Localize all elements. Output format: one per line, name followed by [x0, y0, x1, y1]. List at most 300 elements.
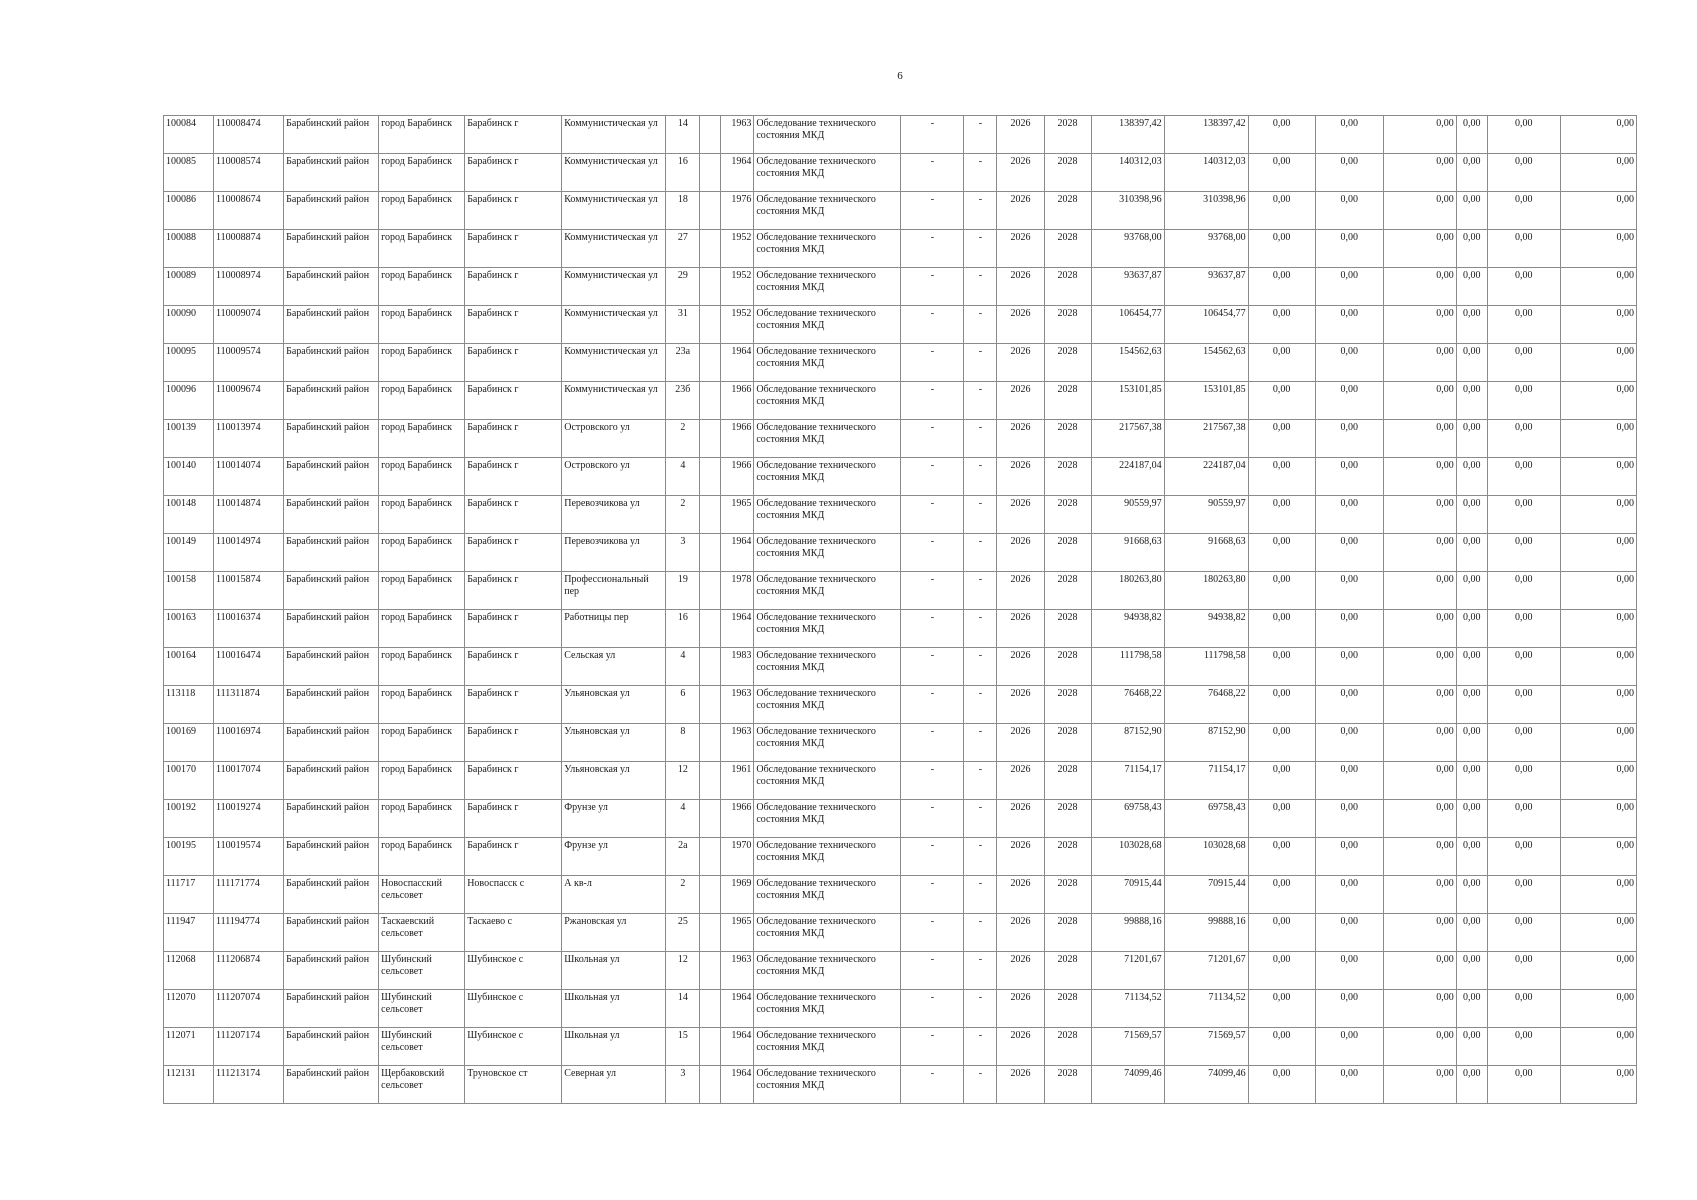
cell-municipality: город Барабинск [379, 496, 465, 534]
cell-cost-start: - [901, 496, 964, 534]
cell-subsidy-local: 0,00 [1383, 724, 1456, 762]
cell-street: Коммунистическая ул [562, 306, 666, 344]
cell-owner-funds: 0,00 [1487, 686, 1560, 724]
cell-street: Сельская ул [562, 648, 666, 686]
cell-work-type: Обследование технического состояния МКД [754, 230, 901, 268]
cell-municipality: город Барабинск [379, 838, 465, 876]
cell-other-funds: 0,00 [1560, 648, 1636, 686]
cell-work-type: Обследование технического состояния МКД [754, 534, 901, 572]
cell-building [700, 154, 721, 192]
cell-subsidy-regional: 0,00 [1315, 952, 1383, 990]
cell-owner-funds: 0,00 [1487, 762, 1560, 800]
cell-year-start: 2026 [997, 344, 1044, 382]
cell-subsidy-regional: 0,00 [1315, 382, 1383, 420]
cell-subsidy-federal: 0,00 [1248, 914, 1315, 952]
cell-object-id: 100095 [164, 344, 214, 382]
cell-district: Барабинский район [284, 990, 379, 1028]
cell-owner-funds: 0,00 [1487, 534, 1560, 572]
cell-total-cost: 71154,17 [1091, 762, 1164, 800]
cell-house-number: 31 [666, 306, 700, 344]
cell-building [700, 686, 721, 724]
table-row [164, 230, 1637, 268]
cell-work-type: Обследование технического состояния МКД [754, 800, 901, 838]
cell-object-id: 100170 [164, 762, 214, 800]
cell-object-id: 100085 [164, 154, 214, 192]
table-row [164, 952, 1637, 990]
cell-settlement: Барабинск г [465, 154, 562, 192]
cell-municipality: город Барабинск [379, 192, 465, 230]
table-row [164, 762, 1637, 800]
cell-work-type: Обследование технического состояния МКД [754, 496, 901, 534]
cell-owner-funds: 0,00 [1487, 268, 1560, 306]
cell-settlement: Шубинское с [465, 1028, 562, 1066]
cell-owner-funds: 0,00 [1487, 306, 1560, 344]
cell-other-funds: 0,00 [1560, 458, 1636, 496]
cell-district: Барабинский район [284, 800, 379, 838]
cell-object-id: 100140 [164, 458, 214, 496]
cell-house-number: 12 [666, 952, 700, 990]
cell-work-type: Обследование технического состояния МКД [754, 990, 901, 1028]
cell-year-end: 2028 [1044, 496, 1091, 534]
cell-district: Барабинский район [284, 116, 379, 154]
cell-object-id: 100149 [164, 534, 214, 572]
cell-build-year: 1964 [721, 344, 754, 382]
cell-owner-funds: 0,00 [1487, 192, 1560, 230]
cell-extra-funds: 0,00 [1456, 838, 1487, 876]
cell-extra-funds: 0,00 [1456, 648, 1487, 686]
cell-municipality: город Барабинск [379, 800, 465, 838]
cell-owner-funds: 0,00 [1487, 116, 1560, 154]
table-row [164, 534, 1637, 572]
cell-extra-funds: 0,00 [1456, 458, 1487, 496]
cell-house-code: 110019574 [214, 838, 284, 876]
cell-object-id: 100158 [164, 572, 214, 610]
cell-district: Барабинский район [284, 154, 379, 192]
cell-fund-cost: 140312,03 [1164, 154, 1248, 192]
cell-cost-end: - [964, 914, 997, 952]
cell-subsidy-local: 0,00 [1383, 610, 1456, 648]
cell-build-year: 1964 [721, 154, 754, 192]
cell-work-type: Обследование технического состояния МКД [754, 762, 901, 800]
cell-year-end: 2028 [1044, 116, 1091, 154]
cell-fund-cost: 74099,46 [1164, 1066, 1248, 1104]
cell-fund-cost: 106454,77 [1164, 306, 1248, 344]
cell-other-funds: 0,00 [1560, 534, 1636, 572]
cell-house-number: 4 [666, 800, 700, 838]
cell-cost-end: - [964, 344, 997, 382]
cell-other-funds: 0,00 [1560, 1028, 1636, 1066]
cell-other-funds: 0,00 [1560, 154, 1636, 192]
cell-building [700, 268, 721, 306]
cell-cost-end: - [964, 876, 997, 914]
cell-house-number: 3 [666, 1066, 700, 1104]
cell-district: Барабинский район [284, 268, 379, 306]
cell-house-number: 23а [666, 344, 700, 382]
cell-fund-cost: 94938,82 [1164, 610, 1248, 648]
cell-settlement: Новоспасск с [465, 876, 562, 914]
cell-object-id: 100192 [164, 800, 214, 838]
cell-extra-funds: 0,00 [1456, 800, 1487, 838]
cell-street: Ульяновская ул [562, 724, 666, 762]
cell-year-end: 2028 [1044, 914, 1091, 952]
cell-subsidy-local: 0,00 [1383, 534, 1456, 572]
cell-build-year: 1966 [721, 420, 754, 458]
cell-build-year: 1964 [721, 610, 754, 648]
cell-house-code: 110013974 [214, 420, 284, 458]
cell-build-year: 1966 [721, 458, 754, 496]
cell-subsidy-local: 0,00 [1383, 762, 1456, 800]
cell-object-id: 100139 [164, 420, 214, 458]
cell-build-year: 1964 [721, 1066, 754, 1104]
cell-build-year: 1952 [721, 306, 754, 344]
cell-cost-end: - [964, 952, 997, 990]
table-row [164, 268, 1637, 306]
cell-street: Фрунзе ул [562, 800, 666, 838]
cell-work-type: Обследование технического состояния МКД [754, 1066, 901, 1104]
cell-subsidy-regional: 0,00 [1315, 534, 1383, 572]
cell-extra-funds: 0,00 [1456, 420, 1487, 458]
cell-other-funds: 0,00 [1560, 724, 1636, 762]
cell-fund-cost: 69758,43 [1164, 800, 1248, 838]
cell-municipality: город Барабинск [379, 686, 465, 724]
cell-fund-cost: 154562,63 [1164, 344, 1248, 382]
cell-cost-start: - [901, 952, 964, 990]
cell-build-year: 1965 [721, 914, 754, 952]
cell-municipality: город Барабинск [379, 116, 465, 154]
cell-owner-funds: 0,00 [1487, 230, 1560, 268]
cell-year-end: 2028 [1044, 344, 1091, 382]
cell-work-type: Обследование технического состояния МКД [754, 648, 901, 686]
cell-street: А кв-л [562, 876, 666, 914]
table-row [164, 1066, 1637, 1104]
cell-settlement: Барабинск г [465, 724, 562, 762]
cell-house-code: 110008674 [214, 192, 284, 230]
cell-year-start: 2026 [997, 534, 1044, 572]
cell-subsidy-federal: 0,00 [1248, 952, 1315, 990]
cell-building [700, 610, 721, 648]
cell-cost-start: - [901, 192, 964, 230]
cell-year-start: 2026 [997, 306, 1044, 344]
cell-subsidy-federal: 0,00 [1248, 496, 1315, 534]
cell-house-number: 8 [666, 724, 700, 762]
cell-build-year: 1963 [721, 686, 754, 724]
cell-other-funds: 0,00 [1560, 952, 1636, 990]
cell-subsidy-regional: 0,00 [1315, 686, 1383, 724]
cell-street: Ульяновская ул [562, 762, 666, 800]
cell-building [700, 1028, 721, 1066]
cell-street: Школьная ул [562, 952, 666, 990]
cell-subsidy-federal: 0,00 [1248, 458, 1315, 496]
cell-house-code: 110008474 [214, 116, 284, 154]
cell-year-end: 2028 [1044, 534, 1091, 572]
cell-house-code: 110016474 [214, 648, 284, 686]
cell-object-id: 111717 [164, 876, 214, 914]
cell-fund-cost: 71134,52 [1164, 990, 1248, 1028]
cell-work-type: Обследование технического состояния МКД [754, 914, 901, 952]
cell-object-id: 100090 [164, 306, 214, 344]
cell-cost-start: - [901, 344, 964, 382]
cell-work-type: Обследование технического состояния МКД [754, 876, 901, 914]
cell-cost-start: - [901, 572, 964, 610]
cell-house-number: 19 [666, 572, 700, 610]
cell-district: Барабинский район [284, 420, 379, 458]
cell-year-end: 2028 [1044, 230, 1091, 268]
table-row [164, 610, 1637, 648]
cell-extra-funds: 0,00 [1456, 496, 1487, 534]
cell-settlement: Барабинск г [465, 800, 562, 838]
cell-house-number: 6 [666, 686, 700, 724]
cell-total-cost: 90559,97 [1091, 496, 1164, 534]
cell-house-code: 110014974 [214, 534, 284, 572]
cell-total-cost: 138397,42 [1091, 116, 1164, 154]
table-row [164, 458, 1637, 496]
cell-street: Ржановская ул [562, 914, 666, 952]
cell-object-id: 100089 [164, 268, 214, 306]
cell-cost-end: - [964, 420, 997, 458]
cell-year-start: 2026 [997, 154, 1044, 192]
cell-work-type: Обследование технического состояния МКД [754, 952, 901, 990]
cell-subsidy-regional: 0,00 [1315, 838, 1383, 876]
cell-house-number: 2 [666, 876, 700, 914]
cell-subsidy-federal: 0,00 [1248, 1066, 1315, 1104]
table-row [164, 154, 1637, 192]
cell-municipality: город Барабинск [379, 230, 465, 268]
cell-street: Коммунистическая ул [562, 230, 666, 268]
cell-cost-start: - [901, 230, 964, 268]
cell-settlement: Барабинск г [465, 344, 562, 382]
cell-object-id: 113118 [164, 686, 214, 724]
cell-owner-funds: 0,00 [1487, 800, 1560, 838]
cell-building [700, 572, 721, 610]
cell-settlement: Барабинск г [465, 762, 562, 800]
cell-object-id: 112071 [164, 1028, 214, 1066]
cell-district: Барабинский район [284, 686, 379, 724]
cell-municipality: Таскаевский сельсовет [379, 914, 465, 952]
cell-street: Школьная ул [562, 990, 666, 1028]
cell-owner-funds: 0,00 [1487, 1066, 1560, 1104]
cell-owner-funds: 0,00 [1487, 914, 1560, 952]
cell-object-id: 100096 [164, 382, 214, 420]
table-row [164, 1028, 1637, 1066]
cell-build-year: 1964 [721, 990, 754, 1028]
cell-cost-end: - [964, 458, 997, 496]
cell-subsidy-local: 0,00 [1383, 420, 1456, 458]
table-row [164, 686, 1637, 724]
cell-extra-funds: 0,00 [1456, 610, 1487, 648]
cell-owner-funds: 0,00 [1487, 648, 1560, 686]
cell-total-cost: 106454,77 [1091, 306, 1164, 344]
cell-year-end: 2028 [1044, 800, 1091, 838]
cell-building [700, 382, 721, 420]
cell-cost-start: - [901, 648, 964, 686]
cell-total-cost: 74099,46 [1091, 1066, 1164, 1104]
cell-year-end: 2028 [1044, 724, 1091, 762]
cell-house-number: 2 [666, 420, 700, 458]
cell-object-id: 100086 [164, 192, 214, 230]
cell-fund-cost: 93768,00 [1164, 230, 1248, 268]
cell-extra-funds: 0,00 [1456, 192, 1487, 230]
cell-cost-end: - [964, 496, 997, 534]
cell-cost-start: - [901, 382, 964, 420]
cell-year-start: 2026 [997, 382, 1044, 420]
cell-extra-funds: 0,00 [1456, 268, 1487, 306]
cell-work-type: Обследование технического состояния МКД [754, 1028, 901, 1066]
cell-subsidy-federal: 0,00 [1248, 762, 1315, 800]
cell-other-funds: 0,00 [1560, 762, 1636, 800]
cell-extra-funds: 0,00 [1456, 572, 1487, 610]
cell-cost-end: - [964, 192, 997, 230]
cell-street: Коммунистическая ул [562, 116, 666, 154]
cell-subsidy-local: 0,00 [1383, 268, 1456, 306]
cell-house-number: 2а [666, 838, 700, 876]
cell-subsidy-local: 0,00 [1383, 382, 1456, 420]
cell-house-code: 110016974 [214, 724, 284, 762]
table-row [164, 648, 1637, 686]
cell-fund-cost: 138397,42 [1164, 116, 1248, 154]
cell-extra-funds: 0,00 [1456, 344, 1487, 382]
cell-total-cost: 69758,43 [1091, 800, 1164, 838]
cell-year-end: 2028 [1044, 1028, 1091, 1066]
cell-owner-funds: 0,00 [1487, 496, 1560, 534]
cell-extra-funds: 0,00 [1456, 230, 1487, 268]
cell-municipality: город Барабинск [379, 458, 465, 496]
cell-work-type: Обследование технического состояния МКД [754, 116, 901, 154]
cell-subsidy-regional: 0,00 [1315, 914, 1383, 952]
cell-cost-end: - [964, 382, 997, 420]
cell-subsidy-regional: 0,00 [1315, 876, 1383, 914]
cell-cost-start: - [901, 534, 964, 572]
cell-build-year: 1961 [721, 762, 754, 800]
table-row [164, 990, 1637, 1028]
cell-other-funds: 0,00 [1560, 914, 1636, 952]
cell-house-code: 110008874 [214, 230, 284, 268]
cell-street: Перевозчикова ул [562, 534, 666, 572]
cell-house-number: 27 [666, 230, 700, 268]
cell-object-id: 100088 [164, 230, 214, 268]
cell-subsidy-local: 0,00 [1383, 1066, 1456, 1104]
cell-house-code: 110016374 [214, 610, 284, 648]
cell-other-funds: 0,00 [1560, 990, 1636, 1028]
cell-other-funds: 0,00 [1560, 686, 1636, 724]
cell-settlement: Барабинск г [465, 382, 562, 420]
cell-fund-cost: 90559,97 [1164, 496, 1248, 534]
cell-build-year: 1963 [721, 724, 754, 762]
cell-owner-funds: 0,00 [1487, 1028, 1560, 1066]
cell-build-year: 1963 [721, 116, 754, 154]
cell-total-cost: 180263,80 [1091, 572, 1164, 610]
cell-year-start: 2026 [997, 496, 1044, 534]
cell-house-code: 110017074 [214, 762, 284, 800]
cell-total-cost: 87152,90 [1091, 724, 1164, 762]
cell-cost-end: - [964, 648, 997, 686]
cell-extra-funds: 0,00 [1456, 952, 1487, 990]
cell-street: Островского ул [562, 458, 666, 496]
cell-subsidy-local: 0,00 [1383, 686, 1456, 724]
cell-subsidy-local: 0,00 [1383, 952, 1456, 990]
cell-object-id: 100195 [164, 838, 214, 876]
cell-year-start: 2026 [997, 268, 1044, 306]
page-number: 6 [897, 70, 903, 82]
cell-subsidy-local: 0,00 [1383, 496, 1456, 534]
cell-cost-start: - [901, 268, 964, 306]
cell-municipality: город Барабинск [379, 724, 465, 762]
cell-fund-cost: 70915,44 [1164, 876, 1248, 914]
cell-total-cost: 153101,85 [1091, 382, 1164, 420]
cell-settlement: Барабинск г [465, 534, 562, 572]
cell-settlement: Барабинск г [465, 306, 562, 344]
cell-work-type: Обследование технического состояния МКД [754, 724, 901, 762]
cell-subsidy-local: 0,00 [1383, 990, 1456, 1028]
cell-subsidy-federal: 0,00 [1248, 534, 1315, 572]
cell-settlement: Барабинск г [465, 572, 562, 610]
cell-other-funds: 0,00 [1560, 230, 1636, 268]
cell-settlement: Барабинск г [465, 192, 562, 230]
cell-settlement: Барабинск г [465, 838, 562, 876]
cell-total-cost: 71134,52 [1091, 990, 1164, 1028]
cell-house-number: 15 [666, 1028, 700, 1066]
cell-subsidy-local: 0,00 [1383, 572, 1456, 610]
cell-fund-cost: 103028,68 [1164, 838, 1248, 876]
cell-extra-funds: 0,00 [1456, 724, 1487, 762]
cell-year-start: 2026 [997, 192, 1044, 230]
cell-settlement: Таскаево с [465, 914, 562, 952]
cell-district: Барабинский район [284, 762, 379, 800]
cell-house-number: 2 [666, 496, 700, 534]
cell-subsidy-local: 0,00 [1383, 344, 1456, 382]
cell-total-cost: 70915,44 [1091, 876, 1164, 914]
cell-owner-funds: 0,00 [1487, 990, 1560, 1028]
cell-building [700, 344, 721, 382]
cell-build-year: 1969 [721, 876, 754, 914]
cell-municipality: Шубинский сельсовет [379, 1028, 465, 1066]
cell-house-code: 111171774 [214, 876, 284, 914]
cell-year-end: 2028 [1044, 306, 1091, 344]
cell-total-cost: 99888,16 [1091, 914, 1164, 952]
cell-municipality: город Барабинск [379, 344, 465, 382]
cell-settlement: Барабинск г [465, 496, 562, 534]
cell-build-year: 1978 [721, 572, 754, 610]
cell-cost-start: - [901, 686, 964, 724]
table-row [164, 496, 1637, 534]
cell-street: Коммунистическая ул [562, 268, 666, 306]
cell-cost-end: - [964, 762, 997, 800]
cell-total-cost: 93768,00 [1091, 230, 1164, 268]
cell-total-cost: 217567,38 [1091, 420, 1164, 458]
cell-district: Барабинский район [284, 458, 379, 496]
cell-build-year: 1976 [721, 192, 754, 230]
cell-house-code: 111206874 [214, 952, 284, 990]
cell-subsidy-regional: 0,00 [1315, 1066, 1383, 1104]
cell-year-end: 2028 [1044, 154, 1091, 192]
cell-house-code: 110014074 [214, 458, 284, 496]
cell-subsidy-federal: 0,00 [1248, 420, 1315, 458]
cell-municipality: город Барабинск [379, 306, 465, 344]
table-row [164, 344, 1637, 382]
cell-subsidy-federal: 0,00 [1248, 876, 1315, 914]
cell-extra-funds: 0,00 [1456, 154, 1487, 192]
cell-fund-cost: 111798,58 [1164, 648, 1248, 686]
cell-fund-cost: 71201,67 [1164, 952, 1248, 990]
cell-subsidy-federal: 0,00 [1248, 382, 1315, 420]
cell-subsidy-regional: 0,00 [1315, 990, 1383, 1028]
cell-cost-end: - [964, 686, 997, 724]
cell-street: Перевозчикова ул [562, 496, 666, 534]
cell-other-funds: 0,00 [1560, 116, 1636, 154]
cell-total-cost: 154562,63 [1091, 344, 1164, 382]
cell-fund-cost: 93637,87 [1164, 268, 1248, 306]
cell-work-type: Обследование технического состояния МКД [754, 192, 901, 230]
cell-municipality: город Барабинск [379, 420, 465, 458]
